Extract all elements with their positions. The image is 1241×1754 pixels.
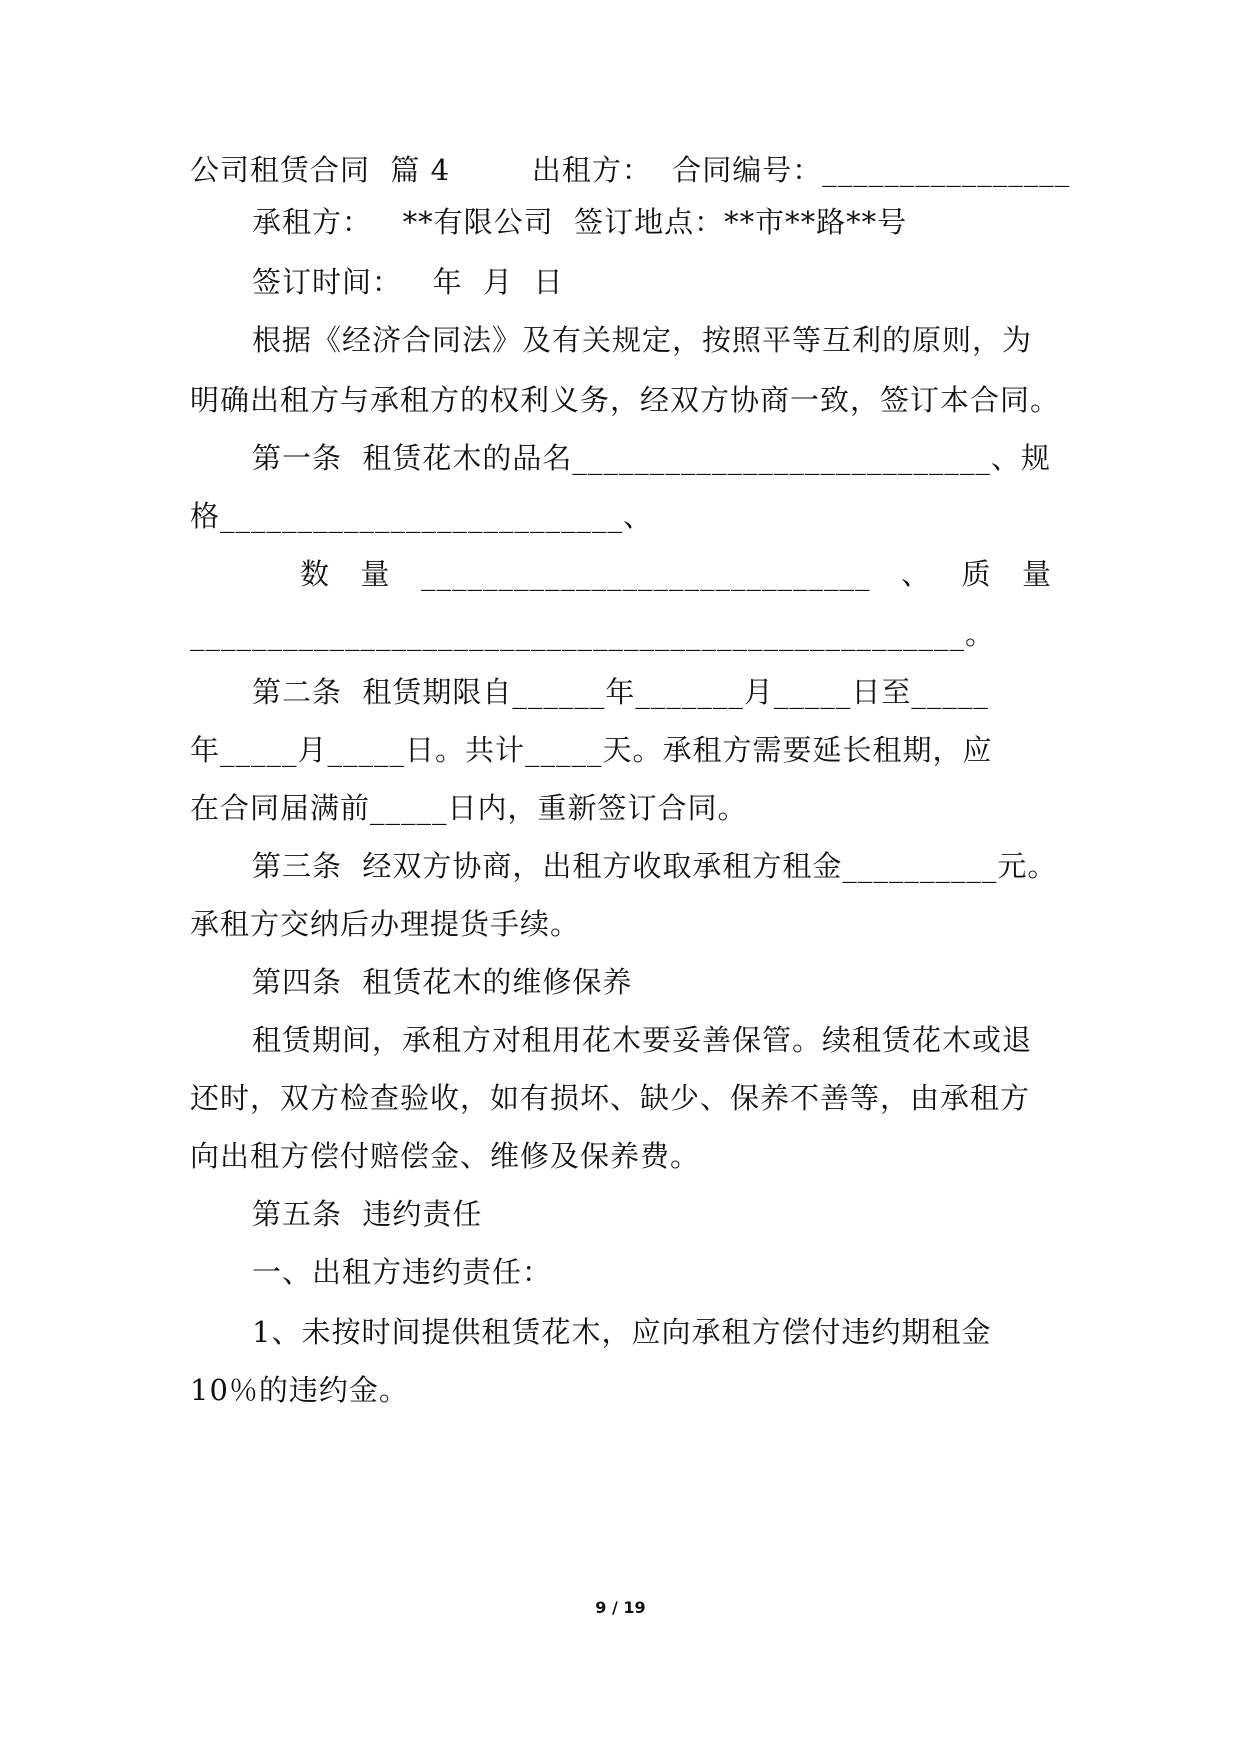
section-heading: 一、出租方违约责任：	[252, 1255, 553, 1289]
text-fragment: 数	[300, 557, 331, 591]
article-3-line: 第三条 经双方协商，出租方收取承租方租金__________元。	[252, 849, 1058, 883]
text-fragment: 质	[961, 557, 992, 591]
text-fragment: 量	[1021, 557, 1052, 591]
signing-date-line: 签订时间： 年 月 日	[252, 265, 564, 299]
paragraph-line: 1、未按时间提供租赁花木，应向承租方偿付违约期租金	[252, 1315, 992, 1349]
blank-line: __________________________________________________。	[190, 617, 996, 651]
text-fragment: 量	[360, 557, 391, 591]
paragraph-line: 向出租方偿付赔偿金、维修及保养费。	[190, 1139, 701, 1173]
paragraph-line: 明确出租方与承租方的权利义务，经双方协商一致，签订本合同。	[190, 383, 1061, 417]
article-4-heading: 第四条 租赁花木的维修保养	[252, 965, 633, 999]
blank-field: _____________________________	[421, 557, 871, 591]
paragraph-line: 承租方交纳后办理提货手续。	[190, 907, 581, 941]
paragraph-line: 年_____月_____日。共计_____天。承租方需要延长租期，应	[190, 733, 993, 767]
paragraph-line: 根据《经济合同法》及有关规定，按照平等互利的原则，为	[252, 323, 1033, 357]
article-1-line: 第一条 租赁花木的品名___________________________、规	[252, 441, 1051, 475]
contract-title-line: 公司租赁合同 篇 4 出租方： 合同编号：________________	[190, 153, 1071, 187]
page-number: 9 / 19	[595, 1598, 646, 1617]
paragraph-line: 在合同届满前_____日内，重新签订合同。	[190, 791, 748, 825]
paragraph-line: 租赁期间，承租方对租用花木要妥善保管。续租赁花木或退	[252, 1023, 1033, 1057]
quantity-quality-line	[300, 554, 1052, 594]
paragraph-line: 还时，双方检查验收，如有损坏、缺少、保养不善等，由承租方	[190, 1081, 1031, 1115]
article-2-line: 第二条 租赁期限自______年_______月_____日至_____	[252, 675, 989, 709]
lessee-line: 承租方： **有限公司 签订地点：**市**路**号	[252, 205, 908, 239]
paragraph-line: 格__________________________、	[190, 499, 654, 533]
article-5-heading: 第五条 违约责任	[252, 1197, 483, 1231]
paragraph-line: 10％的违约金。	[190, 1373, 409, 1407]
text-fragment: 、	[900, 557, 931, 591]
